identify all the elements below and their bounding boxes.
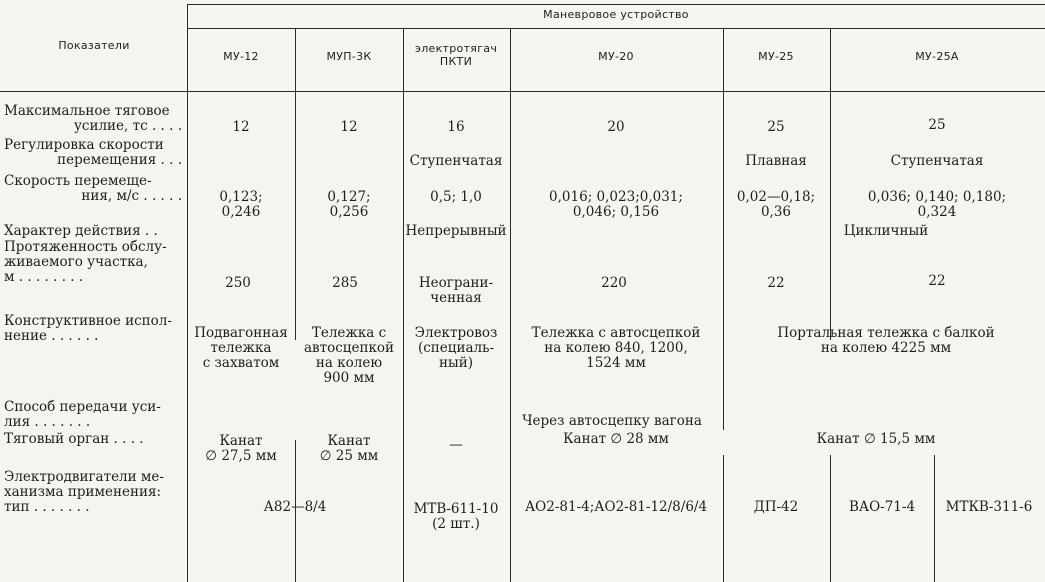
cell-design-mup3k: Тележка с автосцепкой на колею 900 мм xyxy=(303,325,395,386)
cell-length-mup3k: 285 xyxy=(332,275,358,291)
header-col-mup3k: МУП-3К xyxy=(326,50,372,63)
cell-length-mu12: 250 xyxy=(225,275,251,291)
header-col-mu12: МУ-12 xyxy=(223,50,259,63)
cell-speed-mu12: 0,123; 0,246 xyxy=(219,189,263,220)
cell-length-mu25: 22 xyxy=(767,275,785,291)
header-rule xyxy=(0,91,1045,92)
col-divider-2 xyxy=(403,28,404,582)
header-col-mu25: МУ-25 xyxy=(758,50,794,63)
cell-design-mu25-group: Портальная тележка с балкой на колею 4225 мм xyxy=(777,325,995,356)
header-indicators: Показатели xyxy=(58,39,130,52)
row-label-action: Характер действия . . xyxy=(4,223,158,239)
cell-speed-mu20: 0,016; 0,023;0,031; 0,046; 0,156 xyxy=(549,189,683,220)
cell-speed-mu25a: 0,036; 0,140; 0,180; 0,324 xyxy=(867,189,1007,220)
header-group: Маневровое устройство xyxy=(543,8,689,21)
col-divider-5b xyxy=(830,455,831,582)
cell-design-pkti: Электровоз (специаль- ный) xyxy=(414,325,498,371)
row-label-transfer: Способ передачи уси- лия . . . . . . . xyxy=(4,399,161,430)
cell-motor-pkti: МТВ-611-10 (2 шт.) xyxy=(413,501,499,532)
cell-transfer: Через автосцепку вагона xyxy=(522,413,702,429)
cell-motor-mu20: АО2-81-4;АО2-81-12/8/6/4 xyxy=(524,499,708,515)
cell-force-mup3k: 12 xyxy=(340,119,358,135)
row-label-traction: Тяговый орган . . . . xyxy=(4,431,144,447)
cell-length-pkti: Неограни- ченная xyxy=(418,275,494,306)
cell-traction-pkti: — xyxy=(449,437,463,453)
row-label-design: Конструктивное испол- нение . . . . . . xyxy=(4,313,172,344)
cell-motor-mu12-mup3k: А82—8/4 xyxy=(263,499,327,515)
cell-traction-mu20: Канат ∅ 28 мм xyxy=(563,431,669,447)
col-divider-4 xyxy=(723,28,724,430)
col-divider-5 xyxy=(830,28,831,340)
cell-force-mu12: 12 xyxy=(232,119,250,135)
cell-force-mu20: 20 xyxy=(607,119,625,135)
cell-traction-mup3k: Канат ∅ 25 мм xyxy=(319,433,379,464)
col-divider-0 xyxy=(187,4,188,582)
cell-force-mu25a: 25 xyxy=(928,117,946,133)
cell-motor-mu25a-2: МТКВ-311-6 xyxy=(945,499,1033,515)
cell-length-mu20: 220 xyxy=(601,275,627,291)
row-label-length: Протяженность обслу- живаемого участка, м . . . . . . . . xyxy=(4,239,167,285)
row-label-motors: Электродвигатели ме- ханизма применения: тип . . . . . . . xyxy=(4,469,164,515)
header-col-pkti: электротягач ПКТИ xyxy=(414,42,498,68)
cell-traction-mu25-group: Канат ∅ 15,5 мм xyxy=(816,431,936,447)
cell-force-mu25: 25 xyxy=(767,119,785,135)
cell-length-mu25a: 22 xyxy=(928,273,946,289)
cell-traction-mu12: Канат ∅ 27,5 мм xyxy=(205,433,277,464)
cell-speed-reg-stepped: Ступенчатая xyxy=(409,153,503,169)
col-divider-3 xyxy=(510,28,511,582)
cell-action-cyclic: Цикличный xyxy=(843,223,929,239)
cell-design-mu20: Тележка с автосцепкой на колею 840, 1200, 1524 мм xyxy=(531,325,701,371)
cell-speed-reg-stepped-25a: Ступенчатая xyxy=(890,153,984,169)
col-divider-4b xyxy=(723,455,724,582)
header-col-mu25a: МУ-25А xyxy=(915,50,959,63)
cell-force-pkti: 16 xyxy=(447,119,465,135)
cell-design-mu12: Подвагонная тележка с захватом xyxy=(194,325,288,371)
cell-speed-pkti: 0,5; 1,0 xyxy=(430,189,482,205)
col-divider-6 xyxy=(934,455,935,582)
cell-motor-mu25a-1: ВАО-71-4 xyxy=(848,499,916,515)
cell-speed-mu25: 0,02—0,18; 0,36 xyxy=(736,189,816,220)
group-rule xyxy=(187,28,1045,29)
header-col-mu20: МУ-20 xyxy=(598,50,634,63)
row-label-force: Максимальное тяговое усилие, тс . . . . xyxy=(4,103,182,134)
cell-motor-mu25: ДП-42 xyxy=(753,499,799,515)
cell-action-continuous: Непрерывный xyxy=(405,223,507,239)
top-rule xyxy=(187,4,1045,5)
cell-speed-mup3k: 0,127; 0,256 xyxy=(327,189,371,220)
row-label-speed: Скорость перемеще- ния, м/с . . . . . xyxy=(4,173,182,204)
cell-speed-reg-smooth: Плавная xyxy=(745,153,807,169)
col-divider-1 xyxy=(295,28,296,340)
row-label-speed-reg: Регулировка скорости перемещения . . . xyxy=(4,137,182,168)
